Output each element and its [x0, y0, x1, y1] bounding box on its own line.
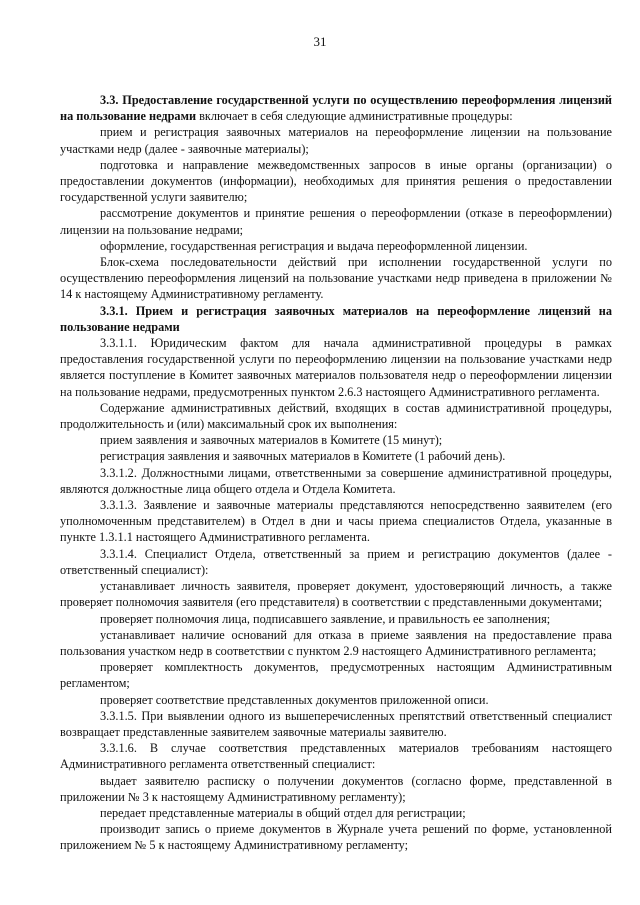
paragraph: устанавливает наличие оснований для отказа в приеме заявления на предоставление права пользования участком недр в соответствии с пунктом 2.9 настоящего Административного регламента; — [60, 627, 612, 658]
paragraph: прием и регистрация заявочных материалов на переоформление лицензии на пользование участками недр (далее - заявочные материалы); — [60, 125, 612, 156]
paragraph: 3.3.1.3. Заявление и заявочные материалы представляются непосредственно заявителем (его уполномоченным представителем) в Отдел в дни и часы приема специалистов Отдела, указанные в пункте 1.3.1.1 настоящего Административного регламента. — [60, 498, 612, 545]
paragraph: 3.3.1.6. В случае соответствия представленных материалов требованиям настоящего Административного регламента ответственный специалист: — [60, 741, 612, 772]
paragraph: оформление, государственная регистрация и выдача переоформленной лицензии. — [100, 238, 528, 253]
section-heading: 3.3. Предоставление государственной услуги по осуществлению переоформления лицензий на пользование недрами — [60, 93, 612, 124]
paragraph: Содержание административных действий, входящих в состав административной процедуры, продолжительность и (или) максимальный срок их выполнения: — [60, 400, 612, 432]
paragraph-text: включает в себя следующие административные процедуры: — [196, 109, 513, 124]
section-heading: 3.3.1. Прием и регистрация заявочных материалов на переоформление лицензий на пользование недрами — [60, 303, 612, 334]
paragraph: 3.3.1.2. Должностными лицами, ответственными за совершение административной процедуры, являются должностные лица общего отдела и Отдела Комитета. — [60, 465, 612, 496]
paragraph: 3.3.1.5. При выявлении одного из вышеперечисленных препятствий ответственный специалист возвращает представленные заявителем заявочные материалы заявителю. — [60, 708, 612, 739]
paragraph: передает представленные материалы в общий отдел для регистрации; — [100, 805, 466, 820]
paragraph: 3.3.1.1. Юридическим фактом для начала административной процедуры в рамках предоставления государственной услуги по переоформлению лицензии на пользование участками недр является поступление в Комитет заявочных материалов пользователя недр о переоформлении лицензии на пользование недрами, предусмотренных пунктом 2.6.3 настоящего Административного регламента. — [60, 336, 612, 399]
paragraph: подготовка и направление межведомственных запросов в иные органы (организации) о предоставлении документов (информации), необходимых для принятия решения о предоставлении государственной услуги заявителю; — [60, 157, 612, 205]
paragraph: проверяет полномочия лица, подписавшего заявление, и правильность ее заполнения; — [100, 611, 551, 626]
document-body — [60, 92, 612, 854]
paragraph: 3.3.1.4. Специалист Отдела, ответственный за прием и регистрацию документов (далее - ответственный специалист): — [60, 546, 612, 577]
paragraph: Блок-схема последовательности действий при исполнении государственной услуги по осуществлению переоформления лицензий на пользование участками недр приведена в приложении № 14 к настоящему Административному регламенту. — [60, 255, 612, 302]
paragraph: регистрация заявления и заявочных материалов в Комитете (1 рабочий день). — [100, 449, 506, 464]
paragraph: выдает заявителю расписку о получении документов (согласно форме, представленной в приложении № 3 к настоящему Административному регламенту); — [60, 773, 612, 804]
paragraph: прием заявления и заявочных материалов в Комитете (15 минут); — [100, 433, 443, 448]
paragraph: производит запись о приеме документов в Журнале учета решений по форме, установленной приложением № 5 к настоящему Административному регламенту; — [60, 822, 612, 853]
paragraph — [60, 92, 612, 124]
paragraph: проверяет комплектность документов, предусмотренных настоящим Административным регламентом; — [60, 660, 612, 691]
paragraph: устанавливает личность заявителя, проверяет документ, удостоверяющий личность, а также проверяет полномочия заявителя (его представителя) в соответствии с представленными документами; — [60, 579, 612, 610]
paragraph: проверяет соответствие представленных документов приложенной описи. — [100, 692, 489, 707]
page-number: 31 — [313, 34, 327, 49]
paragraph: рассмотрение документов и принятие решения о переоформлении (отказе в переоформлении) лицензии на пользование недрами; — [60, 206, 612, 237]
